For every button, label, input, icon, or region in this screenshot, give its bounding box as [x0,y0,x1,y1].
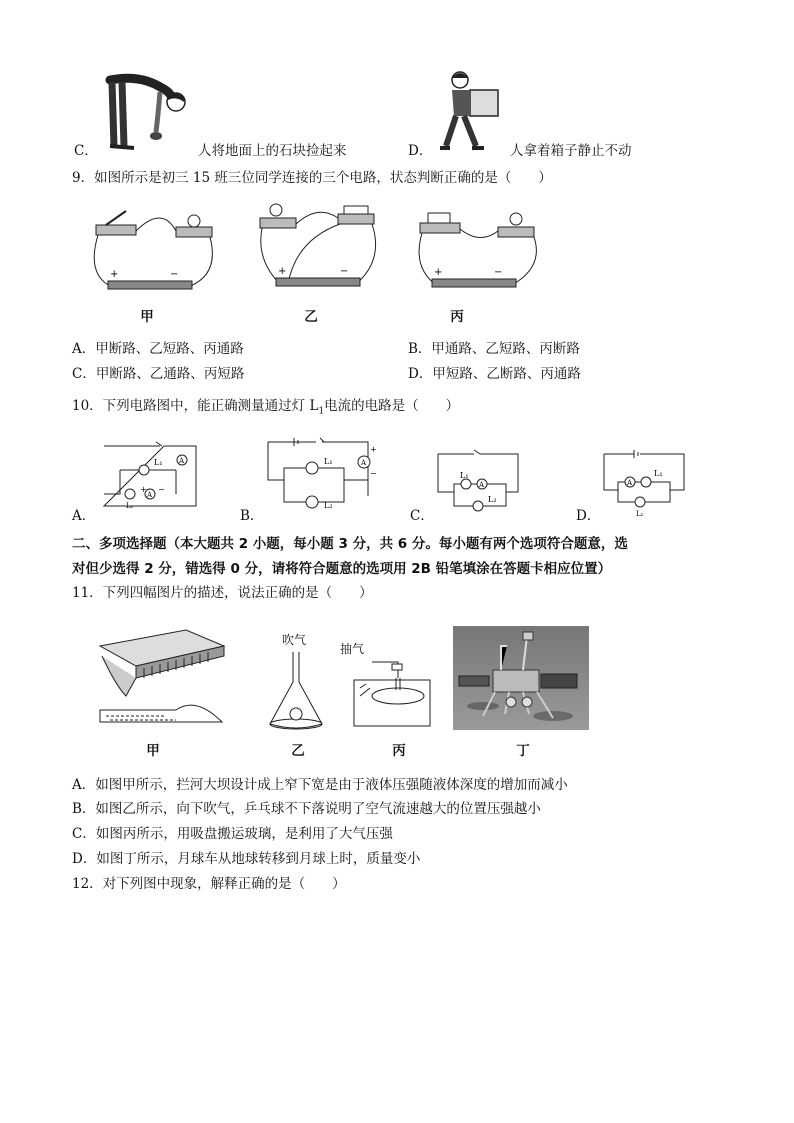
q8-option-c-letter: C． [74,143,98,159]
q10-letter-d: D． [576,508,601,524]
person-holding-box-figure [436,70,506,152]
q9-option-a: A．甲断路、乙短路、丙通路 [72,341,244,357]
q11-stem: 11．下列四幅图片的描述，说法正确的是（ ） [72,585,373,601]
q10-letter-a: A． [72,508,96,524]
q9-option-c: C．甲断路、乙通路、丙短路 [72,366,245,382]
dam-figure [96,626,226,734]
q12-stem: 12．对下列图中现象，解释正确的是（ ） [72,876,346,892]
q9-stem: 9．如图所示是初三 15 班三位同学连接的三个电路，状态判断正确的是（ ） [72,170,552,186]
q9-option-b: B．甲通路、乙短路、丙断路 [408,341,580,357]
circuit-a-diagram [100,440,200,510]
svg-text:−: − [494,267,503,278]
a-lamp2-label: L₂ [126,502,134,510]
q8-option-d-text: 人拿着箱子静止不动 [510,143,632,159]
svg-text:+: + [278,266,287,277]
q10-stem-after: 电流的电路是（ ） [324,398,460,414]
b-lamp1-label: L₁ [324,457,333,466]
svg-text:−: − [170,269,179,280]
funnel-figure [266,652,326,732]
c-lamp1-label: L₁ [460,471,469,480]
circuit-yi-figure [256,200,386,295]
svg-text:+: + [110,269,119,280]
q9-option-d: D．甲短路、乙断路、丙通路 [408,366,581,382]
q10-letter-b: B． [240,508,264,524]
q8-option-c-text: 人将地面上的石块捡起来 [198,143,347,159]
suck-label: 抽气 [340,642,365,656]
q8-option-d-letter: D． [408,143,433,159]
circuit-bing-figure [416,205,546,300]
a-ammeter-2: A [147,491,153,499]
q10-stem-subscript: 1 [318,406,325,417]
b-minus: − [370,469,377,478]
svg-text:−: − [340,266,349,277]
circuit-b-diagram [264,436,377,516]
a-plus: + [140,485,147,494]
q11-option-c: C．如图丙所示，用吸盘搬运玻璃，是利用了大气压强 [72,826,393,842]
a-minus: − [158,485,165,494]
b-plus: + [370,445,377,454]
b-lamp2-label: L₂ [324,501,333,510]
circuit-d-diagram [600,448,690,518]
d-ammeter: A [627,479,633,487]
q11-option-d: D．如图丁所示，月球车从地球转移到月球上时，质量变小 [72,851,421,867]
q10-stem-before: 10．下列电路图中，能正确测量通过灯 L [72,398,319,414]
a-lamp1-label: L₁ [154,458,163,467]
q10-stem [72,397,459,421]
blow-label: 吹气 [282,633,307,647]
q11-option-b: B．如图乙所示，向下吹气，乒乓球不下落说明了空气流速越大的位置压强越小 [72,801,541,817]
q9-caption-yi: 乙 [304,309,318,325]
section2-heading-line1: 二、多项选择题（本大题共 2 小题，每小题 3 分，共 6 分。每小题有两个选项符合题意，选 [72,536,628,552]
q11-caption-bing: 丙 [392,743,406,759]
q10-letter-c: C． [410,508,434,524]
b-ammeter: A [361,459,367,467]
q11-caption-jia: 甲 [146,743,160,759]
d-lamp2-label: L₂ [636,510,644,518]
a-ammeter-1: A [179,457,185,465]
q9-caption-bing: 丙 [450,309,464,325]
suction-cup-figure [352,658,432,730]
circuit-c-diagram [434,448,524,518]
person-picking-stone-figure [100,76,190,151]
circuit-jia-figure [92,205,222,300]
q11-caption-ding: 丁 [516,743,530,759]
svg-text:+: + [434,267,443,278]
section2-heading-line2: 对但少选得 2 分，错选得 0 分，请将符合题意的选项用 2B 铅笔填涂在答题卡相应位置） [72,561,612,577]
c-ammeter: A [479,481,485,489]
c-lamp2-label: L₂ [488,495,497,504]
d-lamp1-label: L₁ [654,469,663,478]
q11-caption-yi: 乙 [291,743,305,759]
q11-option-a: A．如图甲所示，拦河大坝设计成上窄下宽是由于液体压强随液体深度的增加而减小 [72,777,568,793]
q9-caption-jia: 甲 [140,309,154,325]
lunar-rover-photo [453,626,589,730]
